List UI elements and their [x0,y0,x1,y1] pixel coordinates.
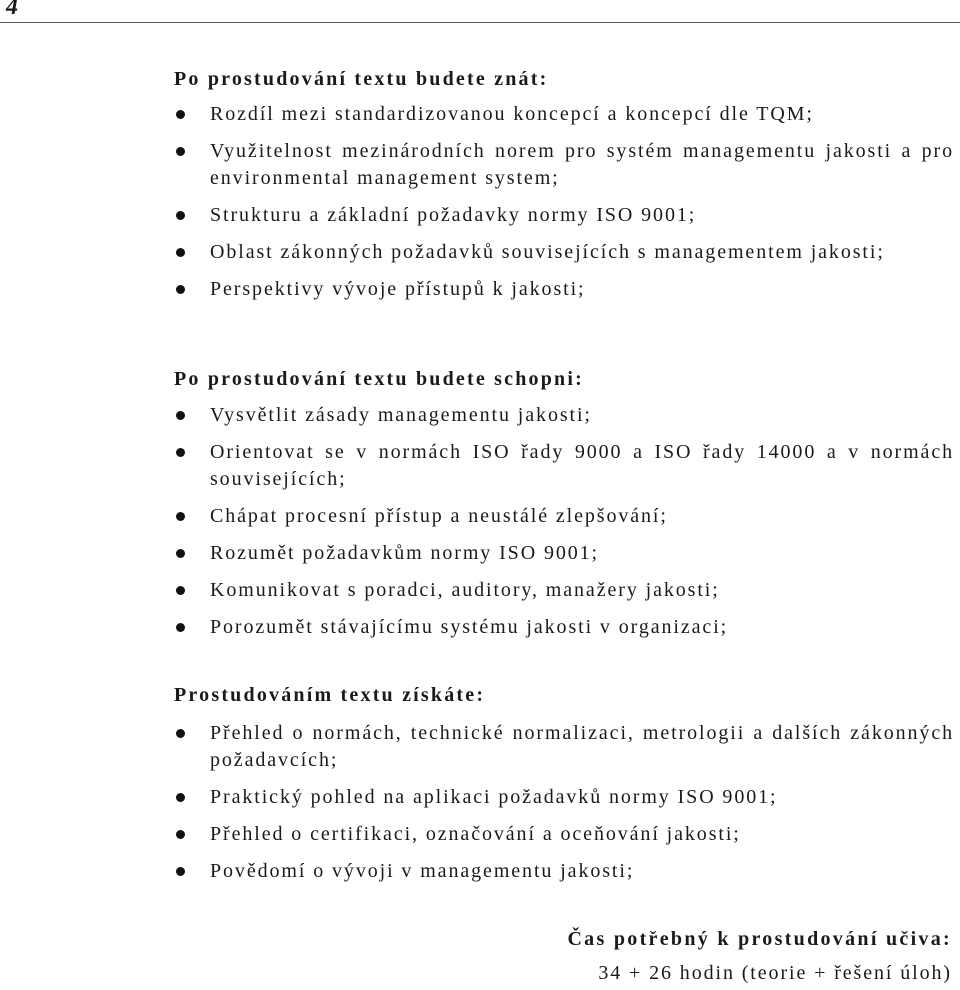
section-skills [174,367,954,641]
header-rule [0,22,960,23]
bullet-list [174,101,954,303]
bullet-icon [176,623,185,632]
bullet-list [174,720,954,885]
bullet-icon [176,867,185,876]
bullet-icon [176,285,185,294]
bullet-icon [176,512,185,521]
list-item: Využitelnost mezinárodních norem pro systém managementu jakosti a pro environmental management system; [174,138,954,192]
bullet-icon [176,729,185,738]
list-item: Rozdíl mezi standardizovanou koncepcí a koncepcí dle TQM; [174,101,954,128]
bullet-list [174,402,954,641]
list-item: Komunikovat s poradci, auditory, manažery jakosti; [174,577,954,604]
bullet-icon [176,549,185,558]
study-time-title: Čas potřebný k prostudování učiva: [567,928,952,950]
list-item: Perspektivy vývoje přístupů k jakosti; [174,276,954,303]
bullet-icon [176,147,185,156]
bullet-icon [176,248,185,257]
study-time-block [567,926,952,986]
list-item: Vysvětlit zásady managementu jakosti; [174,402,954,429]
list-item: Přehled o normách, technické normalizaci, metrologii a dalších zákonných požadavcích; [174,720,954,774]
bullet-icon [176,448,185,457]
list-item: Oblast zákonných požadavků souvisejících s managementem jakosti; [174,239,954,266]
section-title: Po prostudování textu budete schopni: [174,368,584,390]
section-gains [174,683,954,885]
list-item: Porozumět stávajícímu systému jakosti v organizaci; [174,614,954,641]
list-item: Rozumět požadavkům normy ISO 9001; [174,540,954,567]
bullet-icon [176,830,185,839]
section-title: Po prostudování textu budete znát: [174,68,549,90]
study-time-value: 34 + 26 hodin (teorie + řešení úloh) [598,962,952,984]
page-number: 4 [6,0,18,20]
bullet-icon [176,411,185,420]
section-title: Prostudováním textu získáte: [174,684,486,706]
list-item: Povědomí o vývoji v managementu jakosti; [174,858,954,885]
bullet-icon [176,793,185,802]
bullet-icon [176,211,185,220]
list-item: Přehled o certifikaci, označování a oceňování jakosti; [174,821,954,848]
bullet-icon [176,110,185,119]
section-knowledge [174,67,954,303]
list-item: Orientovat se v normách ISO řady 9000 a ISO řady 14000 a v normách souvisejících; [174,439,954,493]
list-item: Strukturu a základní požadavky normy ISO 9001; [174,202,954,229]
bullet-icon [176,586,185,595]
list-item: Praktický pohled na aplikaci požadavků normy ISO 9001; [174,784,954,811]
list-item: Chápat procesní přístup a neustálé zlepšování; [174,503,954,530]
